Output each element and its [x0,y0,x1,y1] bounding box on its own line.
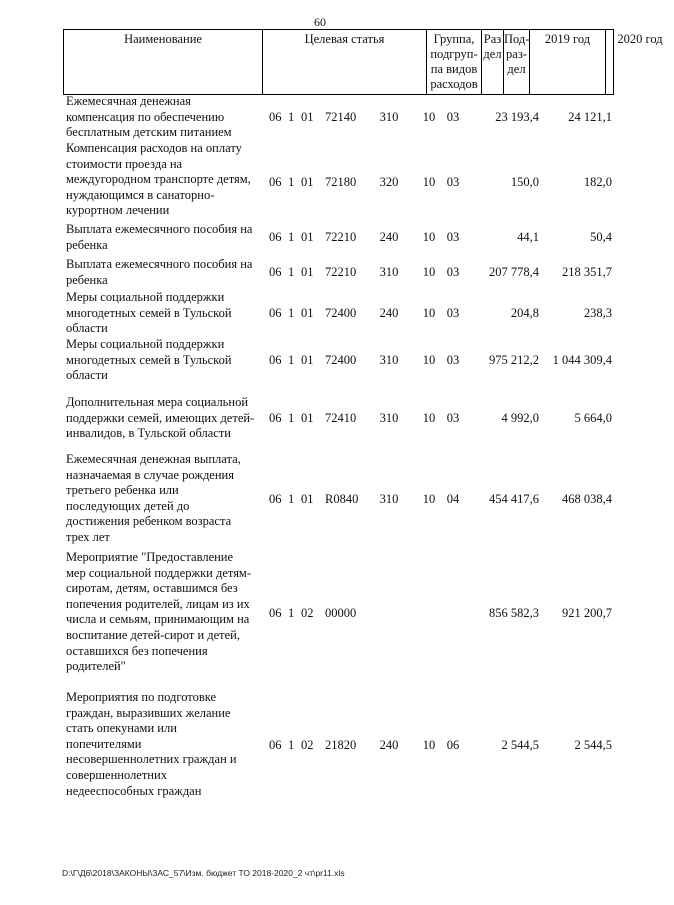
amount-2020: 1 044 309,4 [552,353,612,367]
subprogram-code: 1 [288,306,295,320]
row-name-line: нуждающимся в санаторно- [66,187,215,202]
amount-2019: 975 212,2 [489,353,539,367]
row-name-line: оставшихся без попечения [66,643,208,658]
row-name-line: недееспособных граждан [66,783,202,798]
row-name-line: Ежемесячная денежная выплата, [66,452,241,466]
row-name-line: трех лет [66,529,110,544]
row-name-line: последующих детей до [66,498,190,513]
header-subsection: Под- раз- дел [504,30,530,94]
row-values [0,305,640,321]
row-name-line: мер социальной поддержки детям- [66,565,252,580]
row-values [0,491,640,507]
program-code: 06 [269,738,282,752]
activity-code: 01 [301,230,314,244]
row-name-line: Меры социальной поддержки [66,290,225,304]
row-name-line: стать опекунами или [66,721,177,736]
row-values [0,737,640,753]
header-target-article: Целевая статья [263,30,427,94]
row-name-line: достижения ребенком возраста [66,514,232,529]
subsection-code: 03 [446,265,460,279]
row-name-line: поддержки семей, имеющих детей- [66,410,255,425]
row-name-line: стоимости проезда на [66,156,183,171]
activity-code: 02 [301,606,314,620]
subprogram-code: 1 [288,411,295,425]
subprogram-code: 1 [288,492,295,506]
amount-2019: 44,1 [517,230,539,244]
row-name-line: воспитание детей-сирот и детей, [66,627,240,642]
row-name-line: попечителями [66,736,142,751]
program-code: 06 [269,411,282,425]
amount-2019: 150,0 [510,175,539,189]
row-values [0,410,640,426]
row-name-line: числа и семьям, принимающим на [66,612,250,627]
program-code: 06 [269,353,282,367]
activity-code: 01 [301,175,314,189]
row-values [0,605,640,621]
row-name-line: бесплатным детским питанием [66,125,232,140]
expense-group: 320 [379,175,399,189]
subsection-code: 03 [446,306,460,320]
direction-code: 00000 [325,606,357,620]
subprogram-code: 1 [288,110,295,124]
row-name-line: Ежемесячная денежная [66,94,191,108]
program-code: 06 [269,306,282,320]
amount-2019: 23 193,4 [495,110,539,124]
amount-2020: 24 121,1 [568,110,612,124]
row-name-line: родителей" [66,659,126,674]
subprogram-code: 1 [288,265,295,279]
row-name-line: Компенсация расходов на оплату [66,141,242,155]
program-code: 06 [269,110,282,124]
subprogram-code: 1 [288,230,295,244]
row-name-line: области [66,321,108,336]
header-year-2020: 2020 год [617,32,663,46]
amount-2020: 182,0 [583,175,612,189]
subprogram-code: 1 [288,606,295,620]
direction-code: 72140 [325,110,357,124]
amount-2020: 2 544,5 [574,738,612,752]
row-name-line: третьего ребенка или [66,483,179,498]
expense-group: 240 [379,306,399,320]
row-values [0,229,640,245]
amount-2019: 4 992,0 [501,411,539,425]
program-code: 06 [269,606,282,620]
amount-2020: 218 351,7 [562,265,612,279]
activity-code: 01 [301,411,314,425]
subsection-code: 03 [446,411,460,425]
header-name: Наименование [64,30,263,94]
header-year-2019: 2019 год [530,30,606,94]
amount-2020: 50,4 [590,230,612,244]
expense-group: 310 [379,265,399,279]
activity-code: 01 [301,265,314,279]
file-path-footer: D:\Г\Д6\2018\ЗАКОНЫ\ЗАС_57\Изм. бюджет ТО 2018-2020_2 чт\pr11.xls [62,868,345,878]
direction-code: 72180 [325,175,357,189]
row-values [0,264,640,280]
subprogram-code: 1 [288,738,295,752]
row-name-line: сиротам, детям, оставшимся без [66,581,238,596]
expense-group: 310 [379,353,399,367]
section-code: 10 [422,738,436,752]
amount-2020: 5 664,0 [574,411,612,425]
direction-code: 21820 [325,738,357,752]
amount-2020: 921 200,7 [562,606,612,620]
subsection-code: 04 [446,492,460,506]
direction-code: 72400 [325,306,357,320]
row-values [0,109,640,125]
amount-2020: 468 038,4 [562,492,612,506]
header-expense-group: Группа, подгруп- па видов расходов [427,30,482,94]
expense-group: 240 [379,230,399,244]
subsection-code: 03 [446,175,460,189]
activity-code: 01 [301,110,314,124]
section-code: 10 [422,353,436,367]
direction-code: 72410 [325,411,357,425]
row-name-line: Меры социальной поддержки [66,337,225,351]
section-code: 10 [422,492,436,506]
expense-group: 310 [379,110,399,124]
header-section: Раз дел [482,30,504,94]
row-values [0,352,640,368]
amount-2020: 238,3 [583,306,612,320]
section-code: 10 [422,175,436,189]
activity-code: 01 [301,353,314,367]
row-name-line: ребенка [66,272,108,287]
expense-group: 310 [379,492,399,506]
subsection-code: 06 [446,738,460,752]
table-header [63,29,663,95]
section-code: 10 [422,306,436,320]
subprogram-code: 1 [288,353,295,367]
row-name-line: области [66,368,108,383]
subsection-code: 03 [446,353,460,367]
amount-2019: 204,8 [510,306,539,320]
row-name-line: инвалидов, в Тульской области [66,426,231,441]
amount-2019: 454 417,6 [489,492,539,506]
activity-code: 02 [301,738,314,752]
row-name-line: междугородном транспорте детям, [66,172,251,187]
section-code: 10 [422,110,436,124]
direction-code: 72400 [325,353,357,367]
amount-2019: 207 778,4 [489,265,539,279]
row-name-line: несовершеннолетних граждан и [66,752,237,767]
row-name-line: Выплата ежемесячного пособия на [66,222,253,236]
section-code: 10 [422,411,436,425]
program-code: 06 [269,230,282,244]
direction-code: R0840 [325,492,359,506]
row-name-line: компенсация по обеспечению [66,109,225,124]
section-code: 10 [422,230,436,244]
row-name-line: ребенка [66,237,108,252]
page-number: 60 [314,15,326,29]
expense-group: 310 [379,411,399,425]
row-name-line: Мероприятие "Предоставление [66,550,234,564]
row-name-line: курортном лечении [66,203,170,218]
program-code: 06 [269,492,282,506]
subprogram-code: 1 [288,175,295,189]
activity-code: 01 [301,306,314,320]
row-name-line: назначаемая в случае рождения [66,467,234,482]
section-code: 10 [422,265,436,279]
row-name-line: Выплата ежемесячного пособия на [66,257,253,271]
row-name-line: многодетных семей в Тульской [66,352,232,367]
subsection-code: 03 [446,230,460,244]
row-name-line: Дополнительная мера социальной [66,395,249,409]
expense-group: 240 [379,738,399,752]
amount-2019: 2 544,5 [501,738,539,752]
row-name-line: Мероприятия по подготовке [66,690,217,704]
subsection-code: 03 [446,110,460,124]
program-code: 06 [269,265,282,279]
row-values [0,174,640,190]
row-name-line: попечения родителей, лицам из их [66,596,250,611]
row-name-line: совершеннолетних [66,767,167,782]
amount-2019: 856 582,3 [489,606,539,620]
row-name-line: граждан, выразивших желание [66,705,231,720]
activity-code: 01 [301,492,314,506]
row-name-line: многодетных семей в Тульской [66,305,232,320]
direction-code: 72210 [325,230,357,244]
direction-code: 72210 [325,265,357,279]
program-code: 06 [269,175,282,189]
